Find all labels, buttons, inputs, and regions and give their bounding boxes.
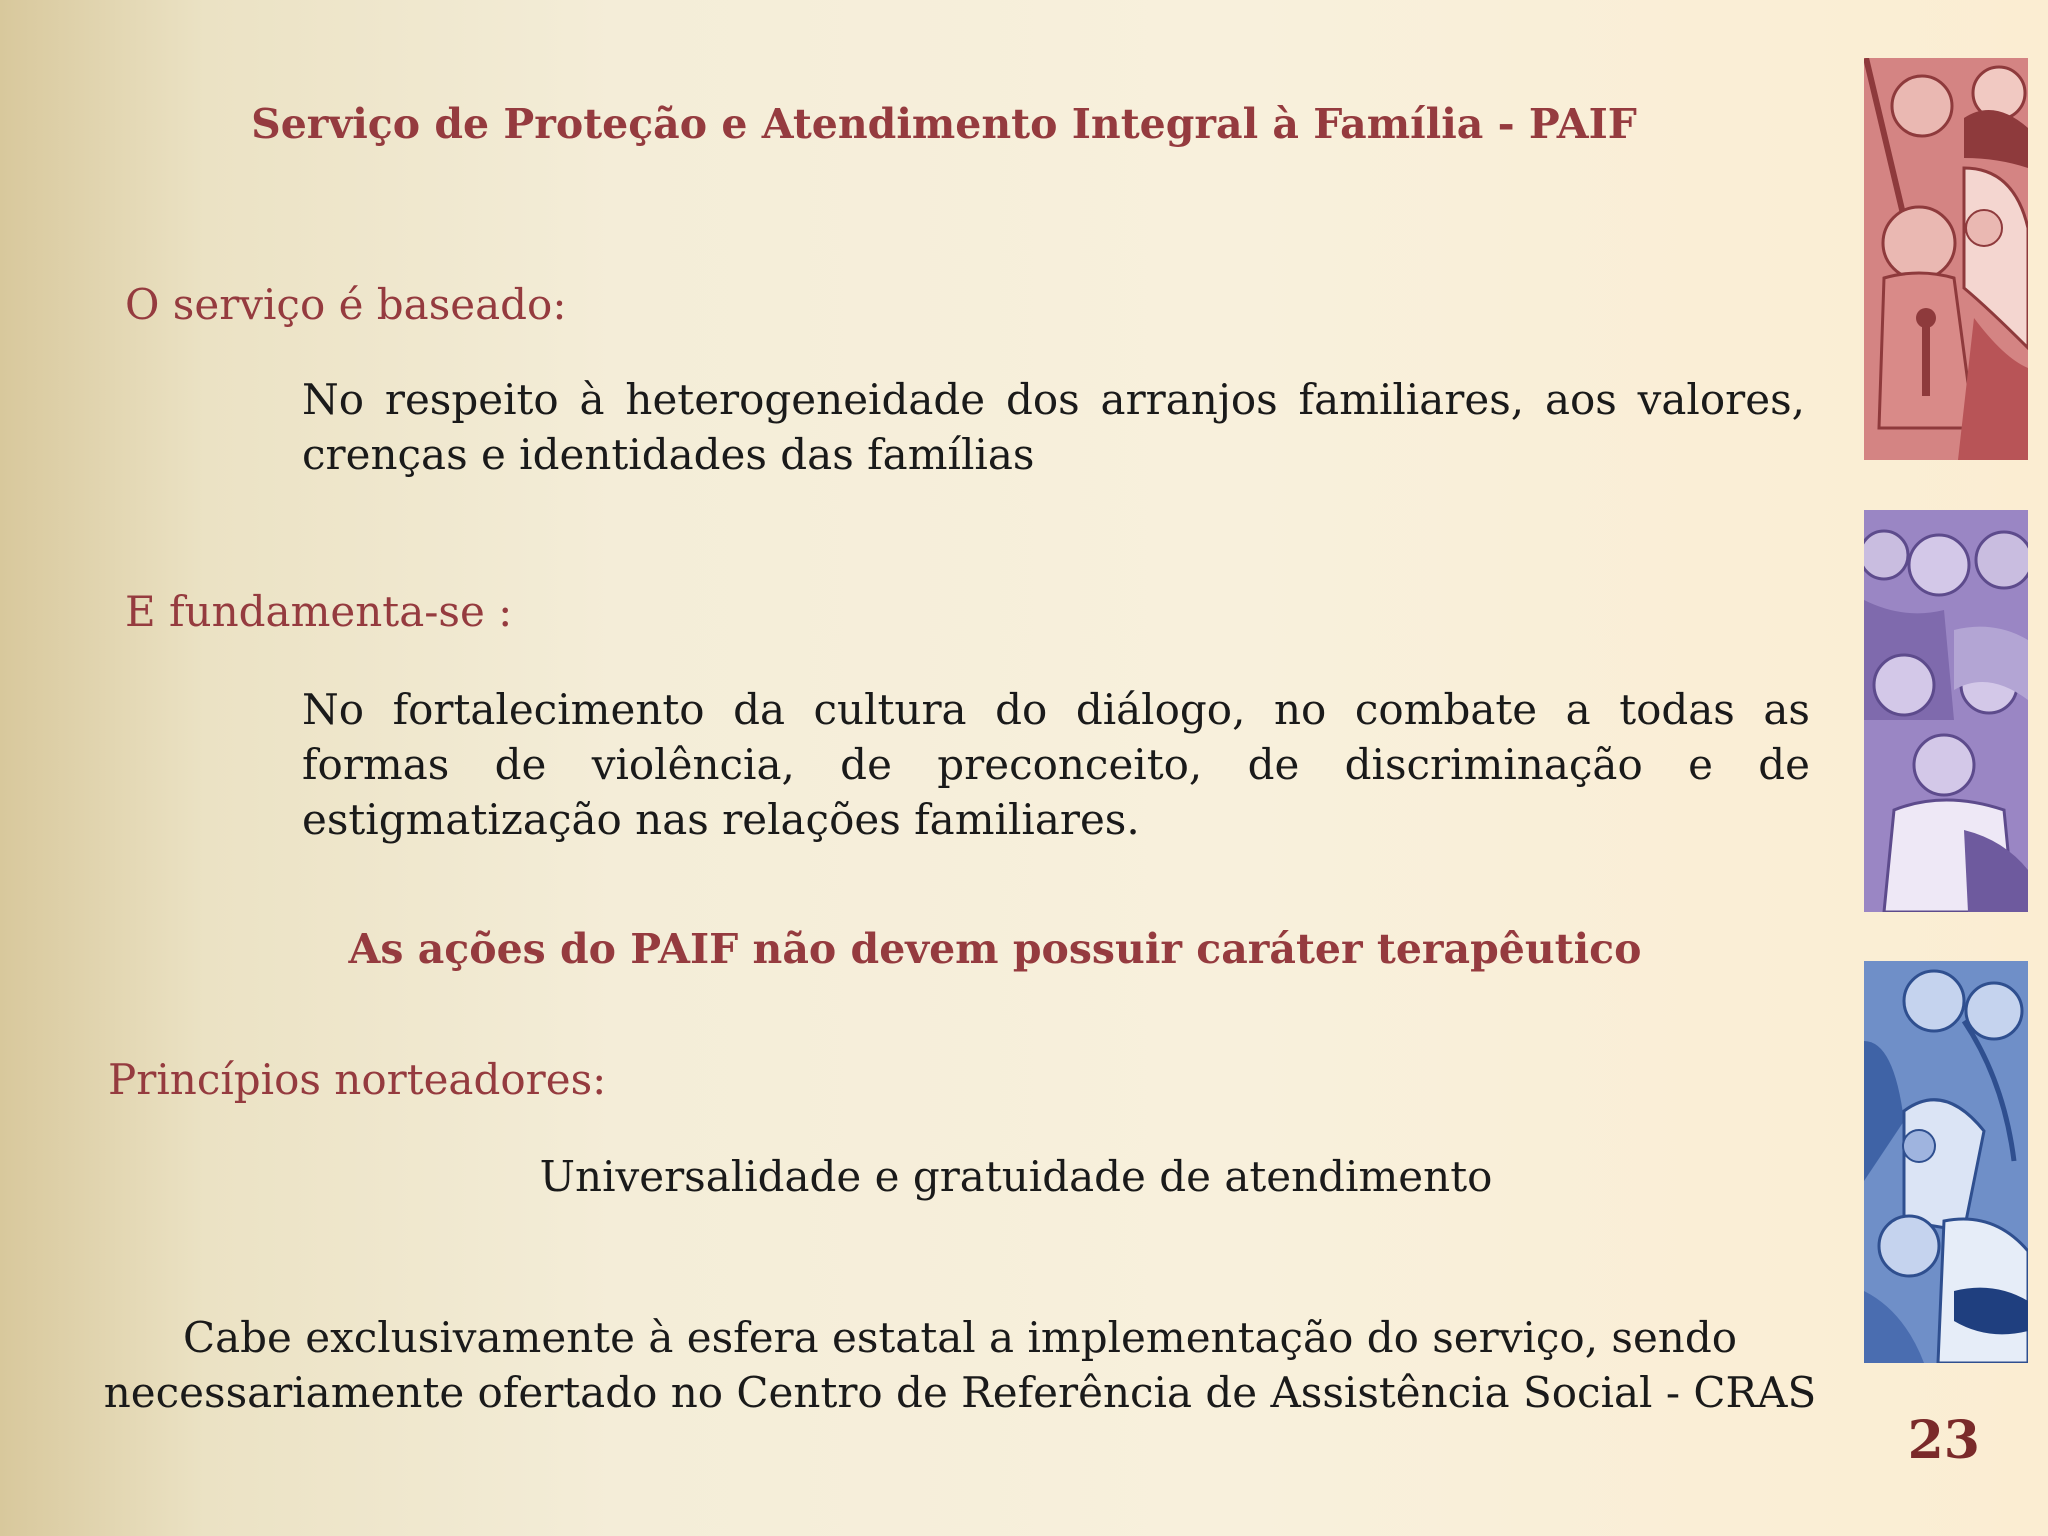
family-illustration-purple-icon xyxy=(1864,510,2028,912)
section-text-based: No respeito à heterogeneidade dos arranjos familiares, aos valores, crenças e identidades das famílias xyxy=(302,375,1805,479)
closing-line-2: necessariamente ofertado no Centro de Referência de Assistência Social - CRAS xyxy=(103,1368,1817,1417)
closing-statement xyxy=(0,1310,1920,1420)
family-illustration-red-icon xyxy=(1864,58,2028,460)
closing-line-1: Cabe exclusivamente à esfera estatal a implementação do serviço, sendo xyxy=(182,1313,1738,1362)
section-label-based: O serviço é baseado: xyxy=(125,280,567,329)
section-text-principles: Universalidade e gratuidade de atendimento xyxy=(539,1152,1493,1201)
page-number: 23 xyxy=(1907,1410,1980,1471)
emphasis-statement: As ações do PAIF não devem possuir caráter terapêutico xyxy=(348,925,1642,973)
section-text-foundation: No fortalecimento da cultura do diálogo, no combate a todas as formas de violência, de preconceito, de discriminação e de estigmatização nas relações familiares. xyxy=(302,685,1810,844)
section-label-foundation: E fundamenta-se : xyxy=(125,587,513,636)
family-illustration-blue-icon xyxy=(1864,961,2028,1363)
slide-title: Serviço de Proteção e Atendimento Integral à Família - PAIF xyxy=(251,100,1637,148)
section-label-principles: Princípios norteadores: xyxy=(108,1055,607,1104)
